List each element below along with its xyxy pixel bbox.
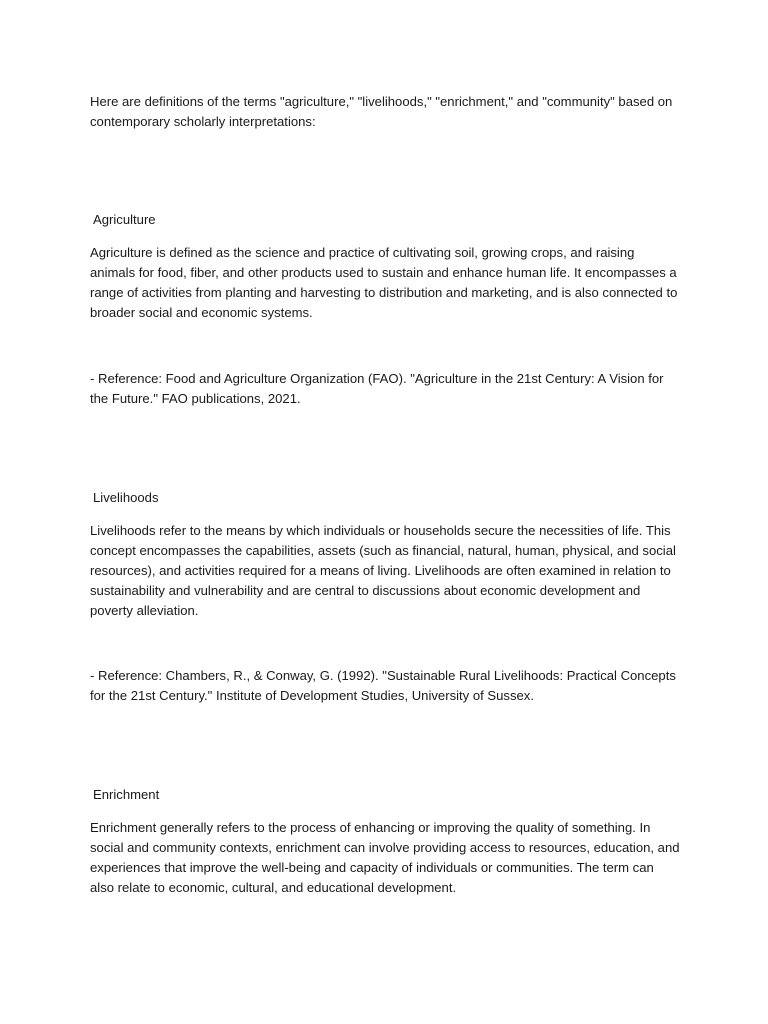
- section-heading-enrichment: Enrichment: [93, 787, 160, 802]
- section-reference-livelihoods: - Reference: Chambers, R., & Conway, G. (1992). "Sustainable Rural Livelihoods: Practical Concepts for the 21st Century." Institute of Development Studies, University of Sussex.: [90, 668, 676, 703]
- section-body-livelihoods: Livelihoods refer to the means by which individuals or households secure the necessities of life. This concept encompasses the capabilities, assets (such as financial, natural, human, physical, and social resources), and activities required for a means of living. Livelihoods are often examined in relation to sustainability and vulnerability and are central to discussions about economic development and poverty alleviation.: [90, 523, 676, 618]
- section-body-enrichment: Enrichment generally refers to the process of enhancing or improving the quality of something. In social and community contexts, enrichment can involve providing access to resources, education, and experiences that improve the well-being and capacity of individuals or communities. The term can also relate to economic, cultural, and educational development.: [90, 820, 680, 895]
- section-heading-livelihoods: Livelihoods: [93, 490, 159, 505]
- intro-paragraph: Here are definitions of the terms "agriculture," "livelihoods," "enrichment," and "community" based on contemporary scholarly interpretations:: [90, 94, 673, 129]
- section-heading-agriculture: Agriculture: [93, 212, 156, 227]
- section-reference-agriculture: - Reference: Food and Agriculture Organization (FAO). "Agriculture in the 21st Century: A Vision for the Future." FAO publications, 2021.: [90, 371, 664, 406]
- section-body-agriculture: Agriculture is defined as the science and practice of cultivating soil, growing crops, and raising animals for food, fiber, and other products used to sustain and enhance human life. It encompasses a range of activities from planting and harvesting to distribution and marketing, and is also connected to broader social and economic systems.: [90, 245, 678, 320]
